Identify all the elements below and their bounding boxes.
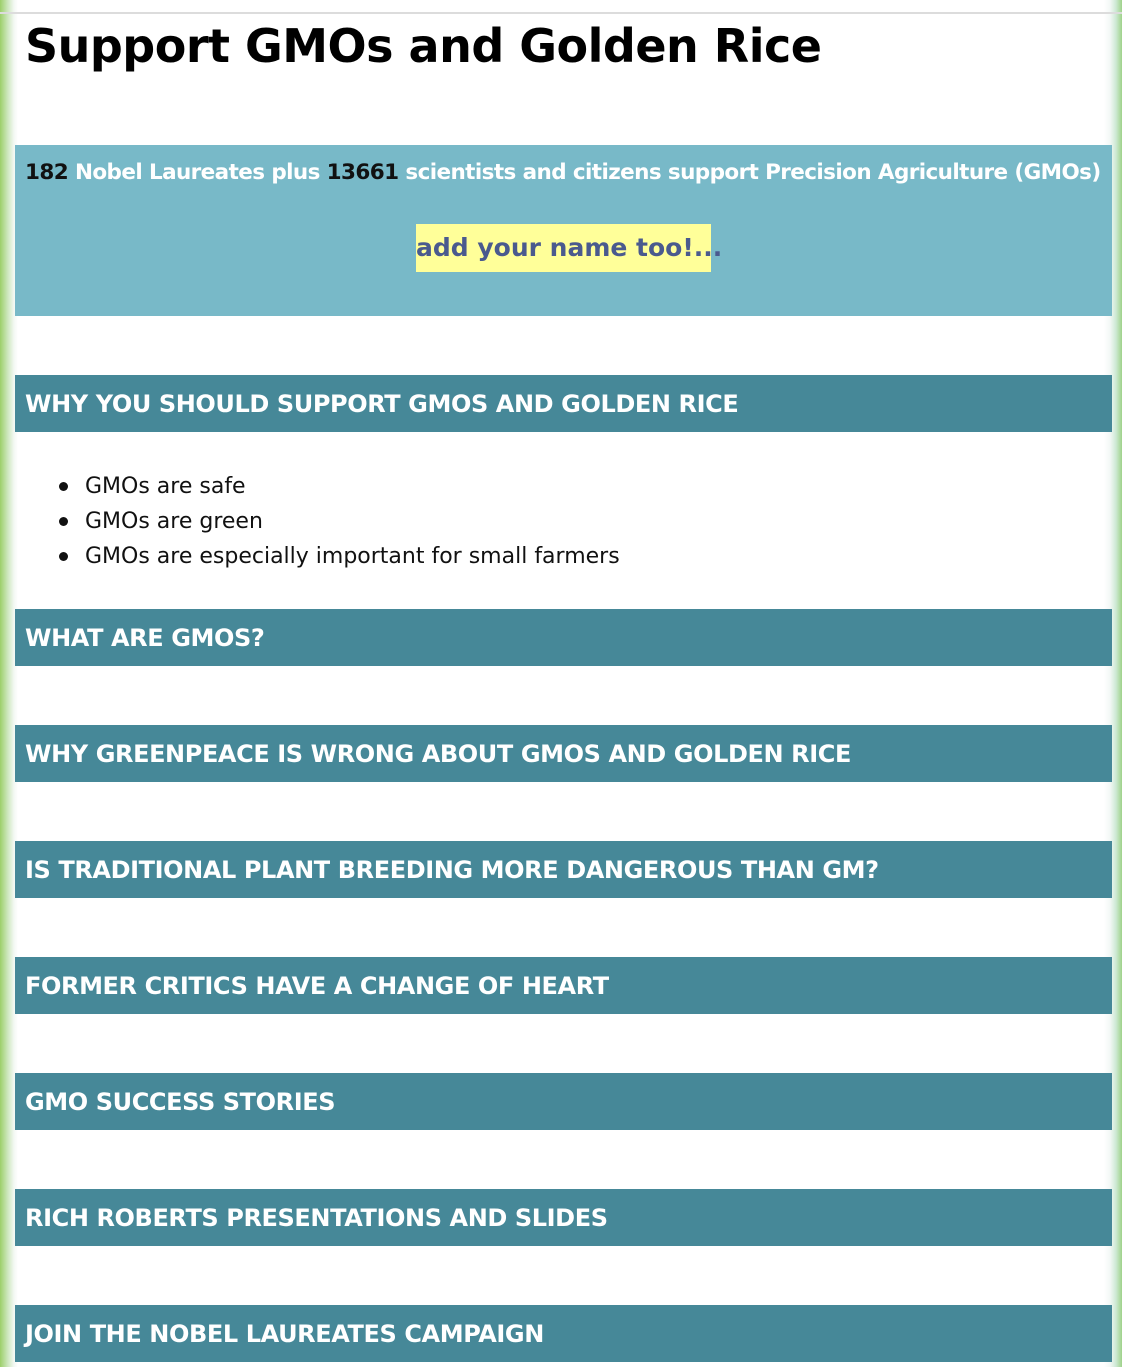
list-item [0, 469, 620, 504]
section-header-what-are-gmos[interactable]: WHAT ARE GMOS? [15, 609, 1112, 666]
support-text-part1: Nobel Laureates plus [68, 160, 327, 185]
support-text-part2: scientists and citizens support Precision Agriculture (GMOs) [398, 160, 1101, 185]
support-statement [25, 159, 1110, 187]
section-header-why-support[interactable]: WHY YOU SHOULD SUPPORT GMOS AND GOLDEN RICE [15, 375, 1112, 432]
reasons-list [0, 469, 620, 574]
section-header-join-campaign[interactable]: JOIN THE NOBEL LAUREATES CAMPAIGN [15, 1305, 1112, 1362]
section-header-greenpeace-wrong[interactable]: WHY GREENPEACE IS WRONG ABOUT GMOS AND GOLDEN RICE [15, 725, 1112, 782]
section-header-former-critics[interactable]: FORMER CRITICS HAVE A CHANGE OF HEART [15, 957, 1112, 1014]
list-item-text: GMOs are safe [85, 474, 246, 499]
section-header-success-stories[interactable]: GMO SUCCESS STORIES [15, 1073, 1112, 1130]
list-item [0, 539, 620, 574]
list-item-text: GMOs are especially important for small farmers [85, 544, 620, 569]
list-item-text: GMOs are green [85, 509, 263, 534]
petition-banner [15, 145, 1112, 316]
bullet-icon [59, 482, 68, 491]
top-divider [0, 12, 1122, 14]
list-item [0, 504, 620, 539]
bullet-icon [59, 552, 68, 561]
page-title: Support GMOs and Golden Rice [25, 19, 822, 73]
supporter-count: 13661 [326, 160, 399, 185]
bullet-icon [59, 517, 68, 526]
laureate-count: 182 [25, 160, 69, 185]
section-header-traditional-breeding[interactable]: IS TRADITIONAL PLANT BREEDING MORE DANGEROUS THAN GM? [15, 841, 1112, 898]
add-name-button[interactable]: add your name too!... [416, 224, 711, 272]
section-header-rich-roberts[interactable]: RICH ROBERTS PRESENTATIONS AND SLIDES [15, 1189, 1112, 1246]
